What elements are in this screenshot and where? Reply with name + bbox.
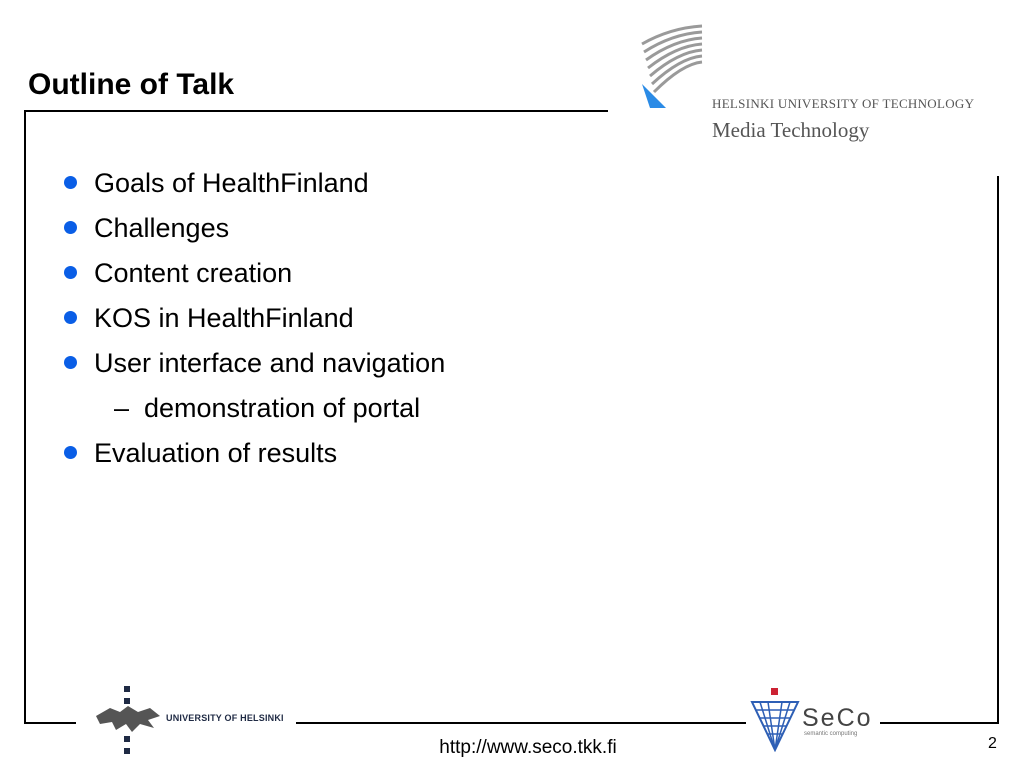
frame-top-line bbox=[24, 110, 608, 112]
slide-title: Outline of Talk bbox=[28, 68, 235, 101]
frame-bottom-line bbox=[880, 722, 999, 724]
bullet-dot-icon bbox=[64, 221, 77, 234]
bullet-dot-icon bbox=[64, 176, 77, 189]
bullet-item bbox=[62, 205, 445, 250]
bullet-dot-icon bbox=[64, 266, 77, 279]
bullet-dot-icon bbox=[64, 311, 77, 324]
bullet-item bbox=[62, 430, 445, 475]
university-name: UNIVERSITY OF HELSINKI bbox=[166, 713, 284, 723]
bullet-text: Challenges bbox=[94, 212, 230, 243]
institution-name: HELSINKI UNIVERSITY OF TECHNOLOGY bbox=[712, 96, 975, 111]
sub-bullet-item bbox=[62, 385, 445, 430]
seco-tagline: semantic computing bbox=[804, 731, 858, 737]
frame-bottom-line bbox=[296, 722, 746, 724]
frame-right-line bbox=[997, 176, 999, 724]
bullet-text: Goals of HealthFinland bbox=[94, 167, 369, 198]
bullet-item bbox=[62, 295, 445, 340]
hut-logo-icon bbox=[636, 24, 708, 112]
seco-name: SeCo bbox=[802, 704, 873, 732]
dash-marker: – bbox=[114, 392, 130, 423]
frame-left-line bbox=[24, 110, 26, 724]
bullet-list bbox=[62, 160, 445, 475]
bullet-text: KOS in HealthFinland bbox=[94, 302, 354, 333]
bullet-item bbox=[62, 340, 445, 385]
bullet-text: Evaluation of results bbox=[94, 437, 338, 468]
page-number: 2 bbox=[988, 735, 997, 752]
frame-bottom-line bbox=[24, 722, 76, 724]
bullet-text: User interface and navigation bbox=[94, 347, 446, 378]
footer-url: http://www.seco.tkk.fi bbox=[439, 737, 617, 758]
bullet-item bbox=[62, 250, 445, 295]
sub-bullet-text: demonstration of portal bbox=[144, 392, 421, 423]
department-name: Media Technology bbox=[712, 118, 870, 142]
bullet-item bbox=[62, 160, 445, 205]
bullet-dot-icon bbox=[64, 446, 77, 459]
bullet-text: Content creation bbox=[94, 257, 293, 288]
bullet-dot-icon bbox=[64, 356, 77, 369]
